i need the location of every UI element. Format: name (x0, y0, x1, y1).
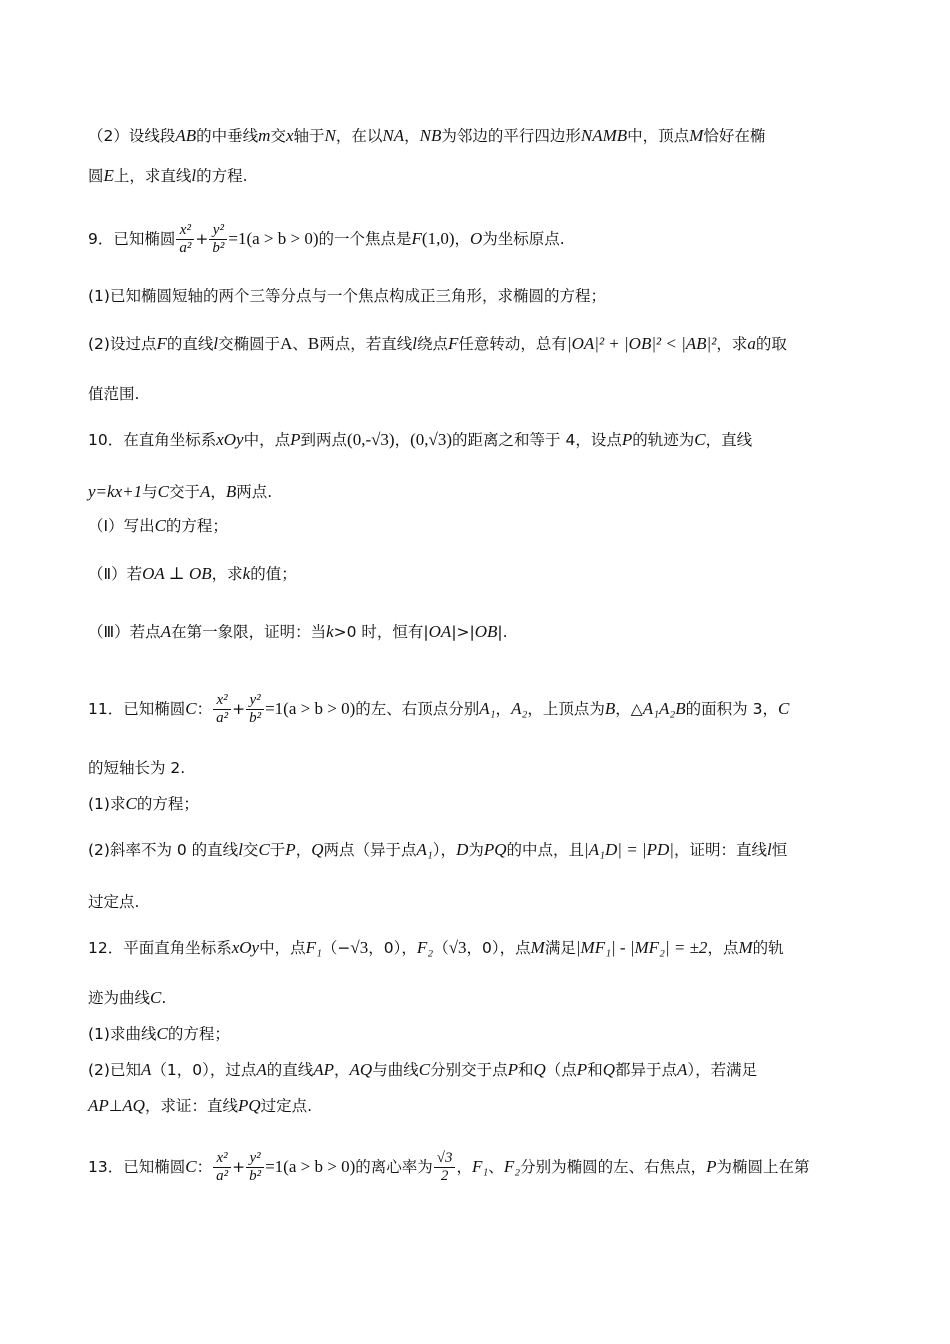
math-fraction (246, 692, 264, 727)
text-run: 9．已知椭圆 (88, 230, 176, 248)
text-run: （Ⅲ）若点 (88, 623, 161, 641)
math-inline: |MF₁| - |MF₂| = ±2 (575, 938, 708, 957)
math-inline: F₁ (472, 1157, 489, 1176)
math-inline: y=kx+1 (88, 482, 143, 501)
text-run: (2)已知 (88, 1061, 141, 1079)
text-run: （2）设线段 (88, 127, 176, 145)
text-run: 为椭圆上在第 (716, 1158, 810, 1176)
text-run: 两点. (236, 483, 273, 501)
text-line-l1 (88, 124, 860, 148)
math-roman: (1,0) (421, 229, 455, 248)
math-inline: C (185, 699, 197, 718)
fraction-numerator: y² (209, 222, 227, 240)
math-inline: A₁ (416, 840, 433, 859)
math-inline: P (621, 430, 633, 449)
math-inline: a (747, 334, 756, 353)
text-run: 两点（异于点 (323, 841, 417, 859)
text-run: ，在以 (335, 127, 383, 145)
math-inline: AP (313, 1060, 335, 1079)
text-run: (1)已知椭圆短轴的两个三等分点与一个焦点构成正三角形，求椭圆的方程； (88, 287, 606, 305)
text-run: ： (196, 700, 213, 718)
text-run: 与 (142, 483, 158, 501)
text-run: 13．已知椭圆 (88, 1158, 186, 1176)
math-inline: M (689, 126, 704, 145)
text-run: 交椭圆于 (218, 335, 281, 353)
text-run: 和 (587, 1061, 603, 1079)
math-inline: k (242, 564, 251, 583)
text-run: 为邻边的平行四边形 (441, 127, 581, 145)
text-run: 的轨迹为 (632, 431, 695, 449)
text-run: 、 (488, 1158, 504, 1176)
text-line-l9 (88, 514, 860, 538)
text-run: ， (456, 1158, 472, 1176)
text-run: + (195, 230, 209, 248)
text-run: 的离心率为 (355, 1158, 433, 1176)
math-inline: C (125, 794, 137, 813)
text-line-l17 (88, 936, 860, 960)
math-inline: Q (602, 1060, 615, 1079)
fraction-denominator: b² (212, 240, 225, 256)
text-line-l16 (88, 890, 860, 914)
text-run: |. (497, 623, 508, 641)
text-run: 迹为曲线 (88, 989, 151, 1007)
text-run: ， (394, 431, 411, 449)
text-run: 的方程； (167, 1025, 230, 1043)
fraction-numerator: x² (213, 692, 231, 710)
math-inline: F (448, 334, 459, 353)
text-run: 的值； (250, 565, 297, 583)
math-inline: l (191, 166, 197, 185)
math-inline: x (285, 126, 294, 145)
text-run: ，上顶点为 (527, 700, 605, 718)
math-fraction (213, 692, 231, 727)
text-run: 恒 (771, 841, 788, 859)
math-inline: P (290, 430, 301, 449)
text-run: (2)斜率不为 0 的直线 (88, 841, 239, 859)
math-fraction (176, 222, 194, 257)
text-run: 于 (269, 841, 286, 859)
fraction-denominator: b² (249, 710, 262, 726)
math-inline: C (258, 840, 270, 859)
math-inline: F (156, 334, 167, 353)
math-inline: P (706, 1157, 717, 1176)
fraction-numerator: y² (246, 692, 264, 710)
fraction-denominator: b² (249, 1168, 262, 1184)
text-run: ， (495, 700, 512, 718)
text-run: 分别交于点 (430, 1061, 508, 1079)
text-run: ）， (432, 841, 457, 859)
math-roman: =1(a > b > 0) (265, 1157, 356, 1176)
math-inline: OB (474, 622, 498, 641)
math-inline: F₂ (503, 1157, 521, 1176)
text-run: （Ⅰ）写出 (88, 517, 155, 535)
math-inline: |A₁D| = |PD| (584, 840, 674, 859)
text-run: . (161, 989, 167, 1007)
text-run: ，证明：直线 (673, 841, 767, 859)
math-inline: A (199, 482, 211, 501)
math-inline: P (507, 1060, 518, 1079)
text-run: ，直线 (705, 431, 753, 449)
text-run: 的方程； (136, 795, 199, 813)
text-run: ，0）， (368, 939, 417, 957)
math-inline: NA (382, 126, 405, 145)
math-inline: A₁A₂B (642, 699, 686, 718)
math-inline: PQ (237, 1096, 261, 1115)
text-line-l19 (88, 1022, 860, 1046)
math-roman: (0,√3) (410, 430, 453, 449)
math-inline: C (694, 430, 706, 449)
text-run: ，点 (707, 939, 739, 957)
text-run: 轴于 (293, 127, 325, 145)
text-run: （Ⅱ）若 (88, 565, 143, 583)
text-line-l14 (88, 792, 860, 816)
math-inline: F₂ (416, 938, 434, 957)
math-inline: AQ (122, 1096, 145, 1115)
text-run: 中，点 (243, 431, 291, 449)
math-inline: A₂ (511, 699, 528, 718)
math-fraction (246, 1150, 264, 1185)
text-line-l4 (88, 284, 860, 308)
math-roman: (0,-√3) (347, 430, 395, 449)
math-inline: C (418, 1060, 431, 1079)
math-inline: E (103, 166, 114, 185)
math-inline: Q (311, 840, 324, 859)
text-run: 为坐标原点. (482, 230, 565, 248)
fraction-numerator: y² (246, 1150, 264, 1168)
math-inline: AP (88, 1096, 109, 1115)
text-run: 两点，若直线 (319, 335, 413, 353)
text-run: （ (433, 939, 449, 957)
text-run: (1)求 (88, 795, 126, 813)
math-roman: B (307, 334, 320, 353)
fraction-denominator: a² (179, 240, 192, 256)
text-run: 的短轴长为 2. (88, 759, 186, 777)
math-inline: C (777, 699, 790, 718)
text-line-l2 (88, 164, 860, 188)
text-run: 、 (292, 335, 308, 353)
text-run: |>| (451, 623, 475, 641)
math-fraction (213, 1150, 231, 1185)
math-inline: F₁ (305, 938, 322, 957)
math-inline: PQ (483, 840, 507, 859)
text-run: 圆 (88, 167, 104, 185)
text-run: 过定点. (260, 1097, 313, 1115)
math-fraction (209, 222, 227, 257)
text-run: （1，0），过点 (151, 1061, 257, 1079)
math-inline: xOy (231, 938, 260, 957)
math-inline: P (285, 840, 296, 859)
math-inline: l (412, 334, 418, 353)
fraction-denominator: a² (216, 1168, 229, 1184)
math-inline: NB (419, 126, 442, 145)
text-run: 交 (242, 841, 259, 859)
fraction-denominator: a² (216, 710, 229, 726)
text-run: 任意转动，总有 (458, 335, 567, 353)
text-run: 的直线 (266, 1061, 314, 1079)
math-inline: B (604, 699, 616, 718)
text-run: 的一个焦点是 (318, 230, 412, 248)
text-run: ，△ (615, 700, 643, 718)
math-inline: F (411, 229, 422, 248)
text-run: 过定点. (88, 893, 140, 911)
math-inline: N (324, 126, 336, 145)
math-inline: Q (533, 1060, 546, 1079)
text-run: (1)求曲线 (88, 1025, 157, 1043)
text-line-l15 (88, 838, 860, 862)
text-run: 绕点 (417, 335, 449, 353)
math-inline: C (154, 516, 166, 535)
fraction-denominator: 2 (440, 1168, 449, 1184)
math-roman: √3 (350, 938, 369, 957)
text-run: 与曲线 (372, 1061, 419, 1079)
text-run: 恰好在椭 (703, 127, 766, 145)
math-roman: A (280, 334, 293, 353)
math-inline: C (185, 1157, 197, 1176)
text-run: ， (404, 127, 420, 145)
math-inline: OA (428, 622, 452, 641)
text-run: 的直线 (166, 335, 214, 353)
math-inline: P (576, 1060, 588, 1079)
text-run: (2)设过点 (88, 335, 157, 353)
text-line-l10 (88, 562, 860, 586)
text-line-l12 (88, 692, 860, 727)
text-line-l11 (88, 620, 860, 644)
math-inline: l (766, 840, 772, 859)
text-run: 中，点 (259, 939, 306, 957)
math-roman: √3 (448, 938, 467, 957)
text-run: （− (321, 939, 351, 957)
text-run: 值范围. (88, 385, 140, 403)
text-run: 上，求直线 (113, 167, 192, 185)
text-run: ），若满足 (687, 1061, 758, 1079)
text-line-l18 (88, 986, 860, 1010)
text-run: 的方程. (196, 167, 248, 185)
text-run: ⊥ (108, 1097, 123, 1115)
text-run: 为 (468, 841, 484, 859)
text-run: 都异于点 (614, 1061, 677, 1079)
text-line-l20 (88, 1058, 860, 1082)
text-run: 交于 (168, 483, 200, 501)
text-run: 的方程； (165, 517, 228, 535)
math-roman: =1(a > b > 0) (265, 699, 356, 718)
text-run: + (232, 700, 246, 718)
math-inline: D (456, 840, 469, 859)
math-inline: A (140, 1060, 152, 1079)
math-inline: A (160, 622, 172, 641)
math-roman: =1(a > b > 0) (228, 229, 319, 248)
text-run: 12．平面直角坐标系 (88, 939, 232, 957)
math-inline: xOy (216, 430, 244, 449)
math-inline: AQ (349, 1060, 373, 1079)
math-inline: A (677, 1060, 688, 1079)
math-inline: |OA|² + |OB|² < |AB|² (566, 334, 717, 353)
math-inline: O (470, 229, 483, 248)
text-run: 的距离之和等于 4，设点 (452, 431, 622, 449)
text-run: ，求 (211, 565, 243, 583)
math-inline: C (156, 1024, 168, 1043)
math-inline: l (238, 840, 243, 859)
text-run: ， (334, 1061, 350, 1079)
math-inline: NAMB (580, 126, 628, 145)
text-line-l6 (88, 382, 860, 406)
text-run: 在第一象限，证明：当 (171, 623, 327, 641)
text-run: >0 时，恒有| (333, 623, 429, 641)
fraction-numerator: x² (176, 222, 194, 240)
text-line-l3 (88, 222, 860, 257)
math-inline: C (157, 482, 169, 501)
text-run: + (232, 1158, 246, 1176)
text-run: ，0），点 (466, 939, 531, 957)
text-run: ： (196, 1158, 213, 1176)
text-run: ，求证：直线 (144, 1097, 238, 1115)
text-run: 分别为椭圆的左、右焦点， (520, 1158, 707, 1176)
text-line-l7 (88, 428, 860, 452)
math-inline: A (256, 1060, 267, 1079)
text-line-l13 (88, 756, 860, 780)
text-run: 的中点，且 (506, 841, 585, 859)
text-run: 10．在直角坐标系 (88, 431, 217, 449)
text-run: （点 (545, 1061, 577, 1079)
math-inline: OA ⊥ OB (142, 564, 212, 583)
text-run: ，求 (716, 335, 748, 353)
text-run: 的轨 (752, 939, 784, 957)
text-line-l5 (88, 332, 860, 356)
text-run: ， (210, 483, 226, 501)
math-fraction (434, 1150, 456, 1185)
text-run: 的面积为 3， (685, 700, 778, 718)
fraction-numerator: √3 (434, 1150, 456, 1168)
math-inline: k (326, 622, 334, 641)
text-run: 的中垂线 (196, 127, 259, 145)
text-run: 的左、右顶点分别 (355, 700, 480, 718)
text-run: ， (295, 841, 312, 859)
text-line-l8 (88, 480, 860, 504)
text-run: ， (454, 230, 471, 248)
math-inline: m (258, 126, 271, 145)
math-inline: M (530, 938, 545, 957)
math-inline: C (150, 988, 162, 1007)
text-run: 11．已知椭圆 (88, 700, 186, 718)
math-inline: B (225, 482, 237, 501)
math-inline: M (738, 938, 753, 957)
math-inline: AB (175, 126, 197, 145)
text-run: 中，顶点 (627, 127, 690, 145)
text-run: 到两点 (300, 431, 348, 449)
text-line-l21 (88, 1094, 860, 1118)
text-run: 满足 (544, 939, 576, 957)
math-inline: A₁ (479, 699, 496, 718)
text-run: 的取 (755, 335, 787, 353)
text-run: 交 (270, 127, 286, 145)
text-line-l22 (88, 1150, 860, 1185)
text-run: 和 (517, 1061, 534, 1079)
fraction-numerator: x² (213, 1150, 231, 1168)
math-inline: l (213, 334, 219, 353)
